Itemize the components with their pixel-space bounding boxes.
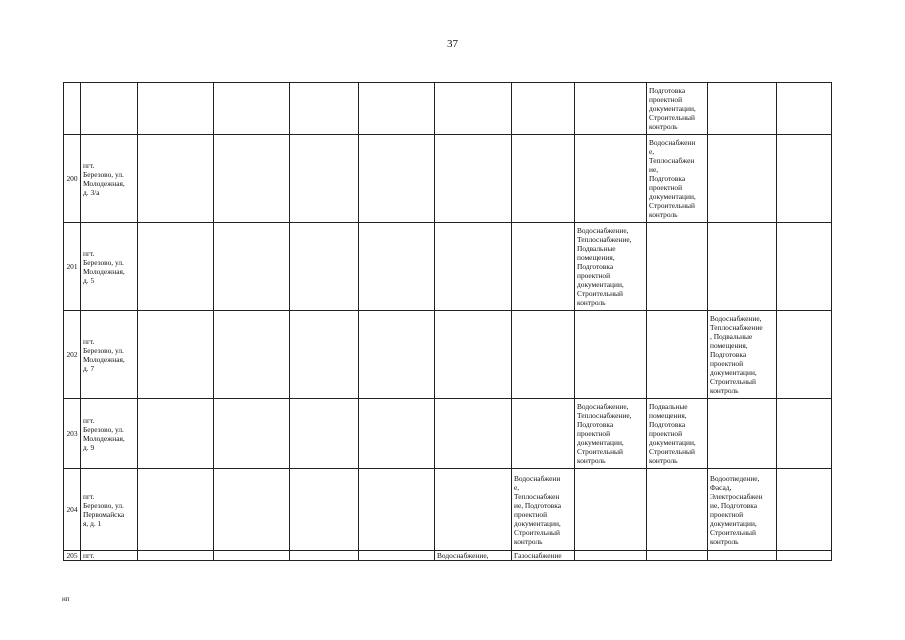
work-cell [290, 399, 359, 469]
address-cell [81, 223, 138, 311]
work-cell [435, 311, 512, 399]
address-text: пгт. Березово, ул. Молодежная, д. 3/а [83, 160, 125, 197]
work-cell [512, 223, 575, 311]
address-text: пгт. Березово, ул. Молодежная, д. 7 [83, 336, 125, 373]
work-cell [777, 135, 832, 223]
work-cell [138, 469, 214, 551]
work-cell [575, 551, 647, 561]
work-cell [138, 551, 214, 561]
work-cell [290, 223, 359, 311]
work-cell [575, 311, 647, 399]
work-cell [435, 135, 512, 223]
work-cell [575, 223, 647, 311]
work-text: Подвальные помещения, Подготовка проектной документации, Строительный контроль [649, 402, 696, 465]
table-row [64, 469, 832, 551]
work-cell [214, 311, 290, 399]
work-cell [575, 83, 647, 135]
work-cell [214, 83, 290, 135]
address-text: пгт. Березово, ул. Молодежная, д. 9 [83, 415, 125, 452]
work-text: Газоснабжение [514, 551, 562, 560]
work-text: Водоснабжени е, Теплоснабжен ие, Подготовка проектной документации, Строительный контроль [514, 473, 562, 546]
work-cell [214, 135, 290, 223]
address-cell [81, 469, 138, 551]
works-table [63, 82, 832, 561]
row-number-cell: 201 [64, 223, 81, 311]
row-number-cell: 205 [64, 551, 81, 561]
work-cell [290, 135, 359, 223]
page-number: 37 [447, 38, 458, 50]
work-cell [647, 311, 708, 399]
footer-mark: нп [62, 595, 70, 603]
work-cell [708, 399, 777, 469]
row-number-cell: 204 [64, 469, 81, 551]
work-cell [435, 551, 512, 561]
work-cell [214, 223, 290, 311]
work-cell [214, 399, 290, 469]
work-cell [708, 311, 777, 399]
table-body [64, 83, 832, 561]
work-cell [512, 551, 575, 561]
work-cell [777, 83, 832, 135]
table-row [64, 311, 832, 399]
table-row [64, 83, 832, 135]
table-row [64, 135, 832, 223]
work-text: Водоснабжени е, Теплоснабжен ие, Подготовка проектной документации, Строительный контроль [649, 138, 696, 219]
work-cell [512, 311, 575, 399]
work-text: Водоснабжение, [437, 551, 489, 560]
work-cell [290, 311, 359, 399]
work-text: Водоснабжение, Теплоснабжение , Подвальные помещения, Подготовка проектной документации, Строительный контроль [710, 314, 763, 395]
work-cell [512, 469, 575, 551]
work-cell [575, 469, 647, 551]
work-cell [777, 223, 832, 311]
table-row [64, 551, 832, 561]
work-cell [647, 223, 708, 311]
work-cell [359, 83, 435, 135]
work-cell [777, 551, 832, 561]
work-cell [435, 83, 512, 135]
address-cell [81, 311, 138, 399]
work-cell [575, 135, 647, 223]
work-cell [359, 551, 435, 561]
work-cell [647, 551, 708, 561]
work-cell [138, 311, 214, 399]
work-cell [647, 83, 708, 135]
work-cell [512, 399, 575, 469]
work-cell [214, 551, 290, 561]
work-cell [138, 399, 214, 469]
work-cell [138, 83, 214, 135]
work-cell [575, 399, 647, 469]
row-number-cell [64, 83, 81, 135]
address-text: пгт. [83, 551, 95, 560]
work-cell [708, 223, 777, 311]
row-number-cell: 202 [64, 311, 81, 399]
address-cell [81, 551, 138, 561]
work-cell [777, 311, 832, 399]
work-cell [214, 469, 290, 551]
work-cell [777, 469, 832, 551]
work-text: Водоснабжение, Теплоснабжение, Подвальные помещения, Подготовка проектной документации, Строительный контроль [577, 226, 632, 307]
work-cell [359, 399, 435, 469]
work-cell [708, 551, 777, 561]
work-cell [435, 469, 512, 551]
work-cell [138, 135, 214, 223]
row-number-cell: 200 [64, 135, 81, 223]
work-cell [512, 83, 575, 135]
work-cell [290, 469, 359, 551]
address-cell [81, 83, 138, 135]
work-cell [647, 399, 708, 469]
work-cell [708, 135, 777, 223]
work-cell [359, 311, 435, 399]
work-cell [435, 223, 512, 311]
address-text: пгт. Березово, ул. Первомайска я, д. 1 [83, 491, 125, 528]
row-number-cell: 203 [64, 399, 81, 469]
table-row [64, 223, 832, 311]
work-cell [359, 223, 435, 311]
work-cell [138, 223, 214, 311]
work-text: Подготовка проектной документации, Строительный контроль [649, 86, 696, 131]
work-cell [290, 551, 359, 561]
work-text: Водоснабжение, Теплоснабжение, Подготовка проектной документации, Строительный контроль [577, 402, 632, 465]
work-cell [777, 399, 832, 469]
work-cell [708, 469, 777, 551]
work-cell [708, 83, 777, 135]
table-row [64, 399, 832, 469]
work-cell [512, 135, 575, 223]
address-cell [81, 135, 138, 223]
work-text: Водоотведение, Фасад, Электроснабжен ие, Подготовка проектной документации, Строительный контроль [710, 473, 763, 546]
work-cell [290, 83, 359, 135]
work-cell [359, 469, 435, 551]
address-text: пгт. Березово, ул. Молодежная, д. 5 [83, 248, 125, 285]
work-cell [359, 135, 435, 223]
address-cell [81, 399, 138, 469]
work-cell [435, 399, 512, 469]
work-cell [647, 135, 708, 223]
work-cell [647, 469, 708, 551]
